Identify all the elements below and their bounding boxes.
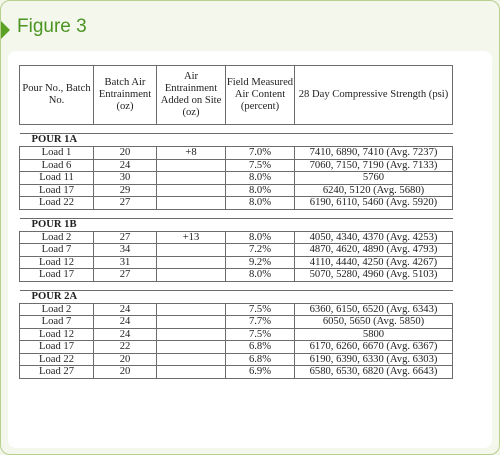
cell-air-added [157, 184, 226, 197]
cell-batch-air: 24 [94, 328, 157, 341]
cell-strength: 4870, 4620, 4890 (Avg. 4793) [295, 244, 453, 257]
spacer-cell [20, 281, 453, 290]
cell-air-content: 8.0% [226, 197, 295, 210]
cell-strength: 7060, 7150, 7190 (Avg. 7133) [295, 159, 453, 172]
cell-batch-air: 24 [94, 303, 157, 316]
cell-batch-air: 29 [94, 184, 157, 197]
cell-air-added [157, 159, 226, 172]
cell-pour-batch: Load 22 [20, 197, 94, 210]
cell-strength: 6580, 6530, 6820 (Avg. 6643) [295, 366, 453, 379]
group-spacer [20, 125, 453, 134]
cell-air-content: 6.8% [226, 353, 295, 366]
header-strength: 28 Day Compressive Strength (psi) [295, 66, 453, 125]
cell-pour-batch: Load 2 [20, 231, 94, 244]
cell-air-added [157, 353, 226, 366]
figure-header [1, 15, 201, 45]
cell-air-content: 7.0% [226, 147, 295, 160]
cell-air-added [157, 328, 226, 341]
table-row [20, 366, 453, 379]
cell-pour-batch: Load 17 [20, 269, 94, 282]
group-title-row [20, 290, 453, 303]
figure-title: Figure 3 [17, 16, 87, 37]
table-row [20, 316, 453, 329]
cell-air-added [157, 172, 226, 185]
cell-pour-batch: Load 17 [20, 341, 94, 354]
spacer-cell [20, 209, 453, 218]
cell-batch-air: 27 [94, 197, 157, 210]
spacer-cell [20, 125, 453, 134]
cell-pour-batch: Load 22 [20, 353, 94, 366]
cell-air-content: 9.2% [226, 256, 295, 269]
table-row [20, 269, 453, 282]
group-spacer [20, 281, 453, 290]
cell-batch-air: 34 [94, 244, 157, 257]
cell-air-added [157, 303, 226, 316]
cell-air-content: 7.5% [226, 159, 295, 172]
triangle-marker-icon [1, 21, 10, 39]
cell-air-added: +13 [157, 231, 226, 244]
cell-pour-batch: Load 2 [20, 303, 94, 316]
cell-strength: 5800 [295, 328, 453, 341]
cell-pour-batch: Load 7 [20, 316, 94, 329]
cell-air-added [157, 197, 226, 210]
cell-air-added [157, 269, 226, 282]
cell-air-added [157, 341, 226, 354]
table-row [20, 231, 453, 244]
cell-batch-air: 27 [94, 231, 157, 244]
group-title: POUR 1A [20, 134, 453, 147]
cell-air-content: 8.0% [226, 231, 295, 244]
cell-strength: 4110, 4440, 4250 (Avg. 4267) [295, 256, 453, 269]
table-row [20, 244, 453, 257]
cell-air-content: 8.0% [226, 184, 295, 197]
group-title: POUR 1B [20, 218, 453, 231]
cell-air-added [157, 256, 226, 269]
cell-batch-air: 24 [94, 159, 157, 172]
cell-pour-batch: Load 17 [20, 184, 94, 197]
cell-air-added [157, 366, 226, 379]
table-row [20, 353, 453, 366]
cell-pour-batch: Load 7 [20, 244, 94, 257]
header-air-content: Field Measured Air Content (percent) [226, 66, 295, 125]
table-row [20, 159, 453, 172]
cell-strength: 5070, 5280, 4960 (Avg. 5103) [295, 269, 453, 282]
table-row [20, 341, 453, 354]
cell-pour-batch: Load 11 [20, 172, 94, 185]
table-row [20, 303, 453, 316]
table-row [20, 172, 453, 185]
group-spacer [20, 209, 453, 218]
cell-batch-air: 20 [94, 366, 157, 379]
group-title-row [20, 218, 453, 231]
table-row [20, 256, 453, 269]
header-row [20, 66, 453, 125]
cell-strength: 7410, 6890, 7410 (Avg. 7237) [295, 147, 453, 160]
cell-batch-air: 20 [94, 353, 157, 366]
cell-batch-air: 27 [94, 269, 157, 282]
header-batch-air: Batch Air Entrainment (oz) [94, 66, 157, 125]
cell-air-content: 8.0% [226, 172, 295, 185]
cell-strength: 6190, 6110, 5460 (Avg. 5920) [295, 197, 453, 210]
cell-air-content: 8.0% [226, 269, 295, 282]
cell-strength: 6050, 5650 (Avg. 5850) [295, 316, 453, 329]
header-air-added: Air Entrainment Added on Site (oz) [157, 66, 226, 125]
cell-strength: 6240, 5120 (Avg. 5680) [295, 184, 453, 197]
cell-air-added [157, 244, 226, 257]
cell-air-content: 7.5% [226, 328, 295, 341]
cell-air-content: 7.2% [226, 244, 295, 257]
table-row [20, 197, 453, 210]
cell-batch-air: 30 [94, 172, 157, 185]
cell-batch-air: 22 [94, 341, 157, 354]
cell-strength: 6360, 6150, 6520 (Avg. 6343) [295, 303, 453, 316]
table-row [20, 184, 453, 197]
cell-air-content: 6.9% [226, 366, 295, 379]
cell-air-content: 6.8% [226, 341, 295, 354]
group-title: POUR 2A [20, 290, 453, 303]
cell-batch-air: 31 [94, 256, 157, 269]
cell-strength: 6190, 6390, 6330 (Avg. 6303) [295, 353, 453, 366]
header-pour-batch: Pour No., Batch No. [20, 66, 94, 125]
cell-pour-batch: Load 12 [20, 256, 94, 269]
group-title-row [20, 134, 453, 147]
table-row [20, 147, 453, 160]
cell-strength: 4050, 4340, 4370 (Avg. 4253) [295, 231, 453, 244]
table-body [20, 125, 453, 379]
data-table [19, 65, 453, 379]
cell-strength: 6170, 6260, 6670 (Avg. 6367) [295, 341, 453, 354]
cell-batch-air: 20 [94, 147, 157, 160]
cell-batch-air: 24 [94, 316, 157, 329]
cell-air-added [157, 316, 226, 329]
cell-air-added: +8 [157, 147, 226, 160]
cell-pour-batch: Load 6 [20, 159, 94, 172]
cell-air-content: 7.7% [226, 316, 295, 329]
cell-pour-batch: Load 27 [20, 366, 94, 379]
table-row [20, 328, 453, 341]
cell-pour-batch: Load 12 [20, 328, 94, 341]
cell-air-content: 7.5% [226, 303, 295, 316]
cell-strength: 5760 [295, 172, 453, 185]
cell-pour-batch: Load 1 [20, 147, 94, 160]
